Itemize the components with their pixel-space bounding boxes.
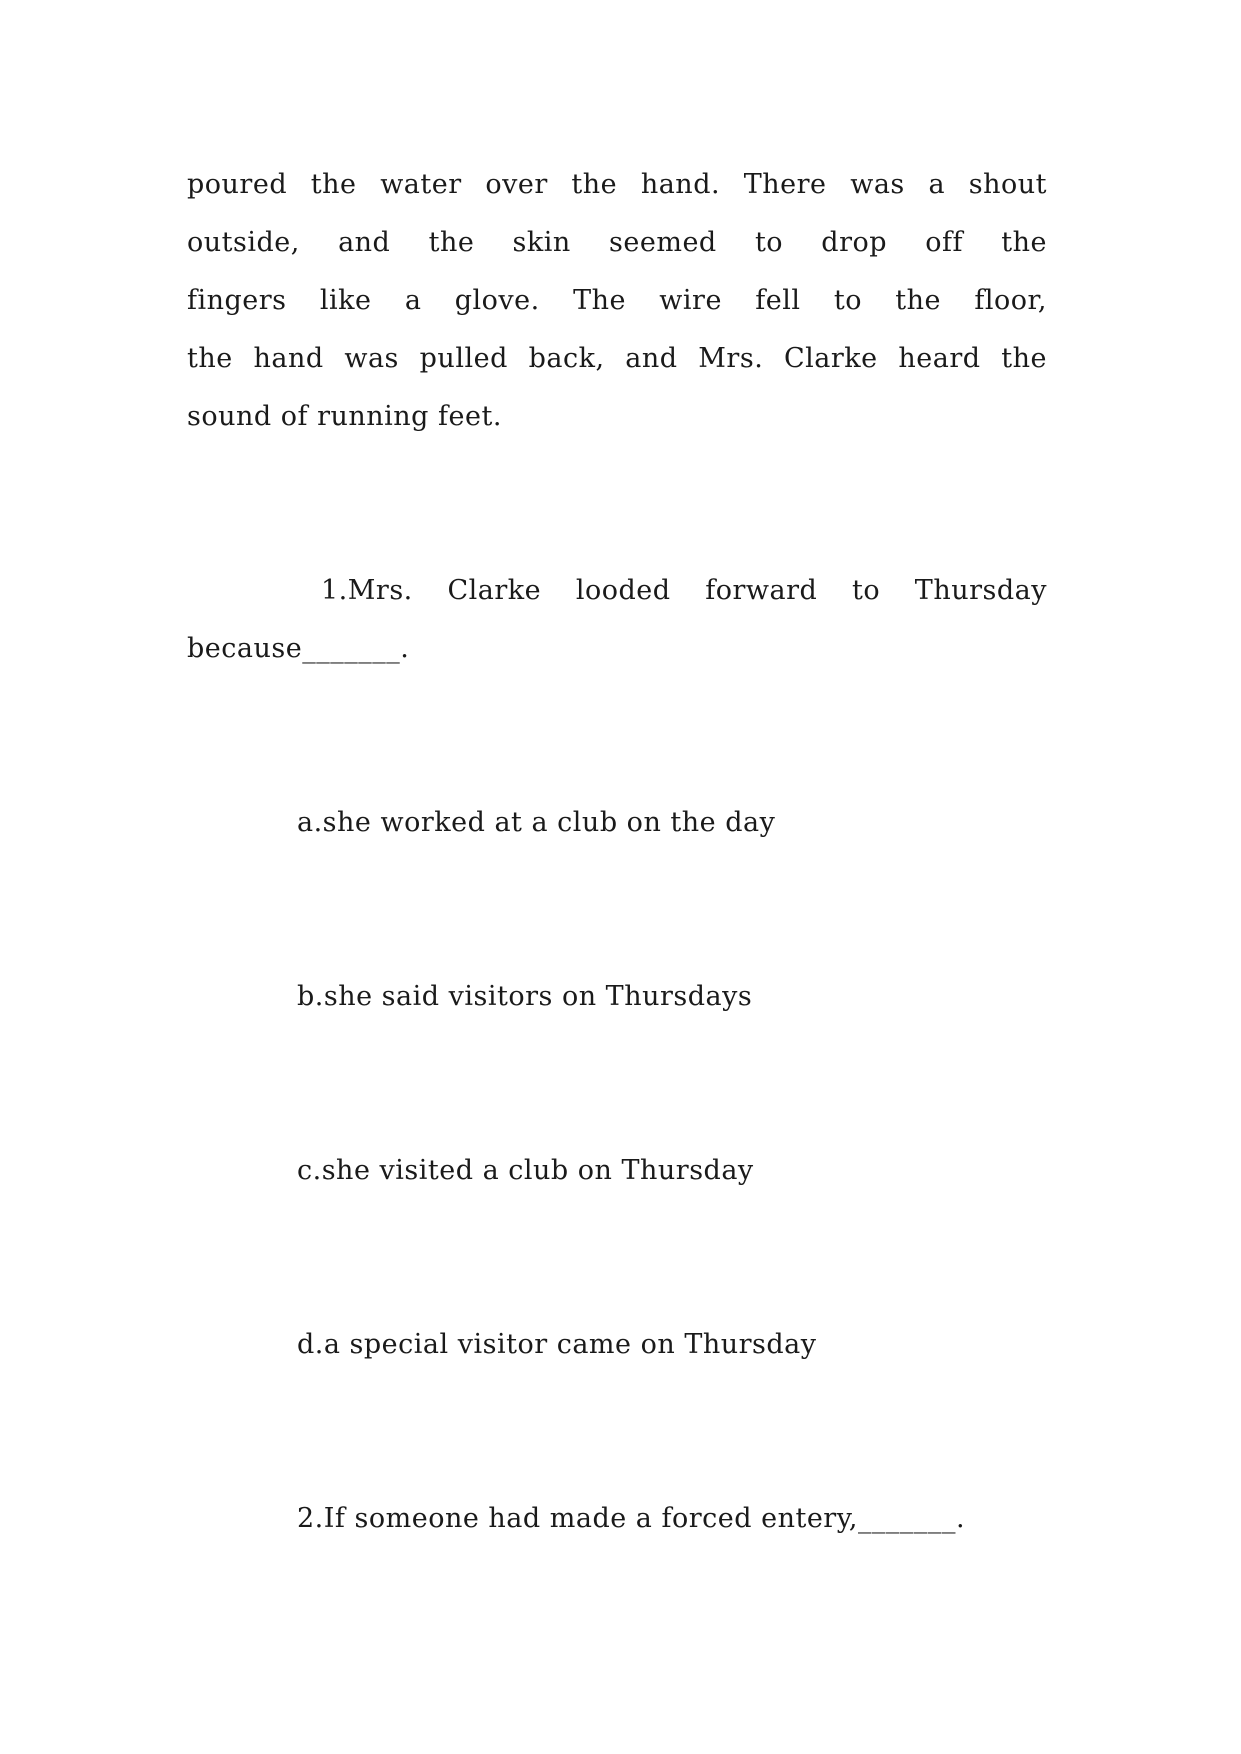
passage-line-3: fingers like a glove. The wire fell to the floor,	[187, 285, 1047, 316]
passage-line-5: sound of running feet.	[187, 401, 502, 432]
question-1-option-c: c.she visited a club on Thursday	[297, 1155, 754, 1186]
passage-line-4: the hand was pulled back, and Mrs. Clarke heard the	[187, 343, 1047, 374]
question-2-stem: 2.If someone had made a forced entery,_______.	[297, 1503, 966, 1534]
question-1-option-d: d.a special visitor came on Thursday	[297, 1329, 817, 1360]
passage-line-1: poured the water over the hand. There was a shout	[187, 169, 1047, 200]
question-1-stem-continued: because_______.	[187, 633, 410, 664]
passage-line-2: outside, and the skin seemed to drop off the	[187, 227, 1047, 258]
question-1-option-b: b.she said visitors on Thursdays	[297, 981, 753, 1012]
question-1-stem: 1.Mrs. Clarke looded forward to Thursday	[321, 575, 1047, 606]
question-1-option-a: a.she worked at a club on the day	[297, 807, 776, 838]
